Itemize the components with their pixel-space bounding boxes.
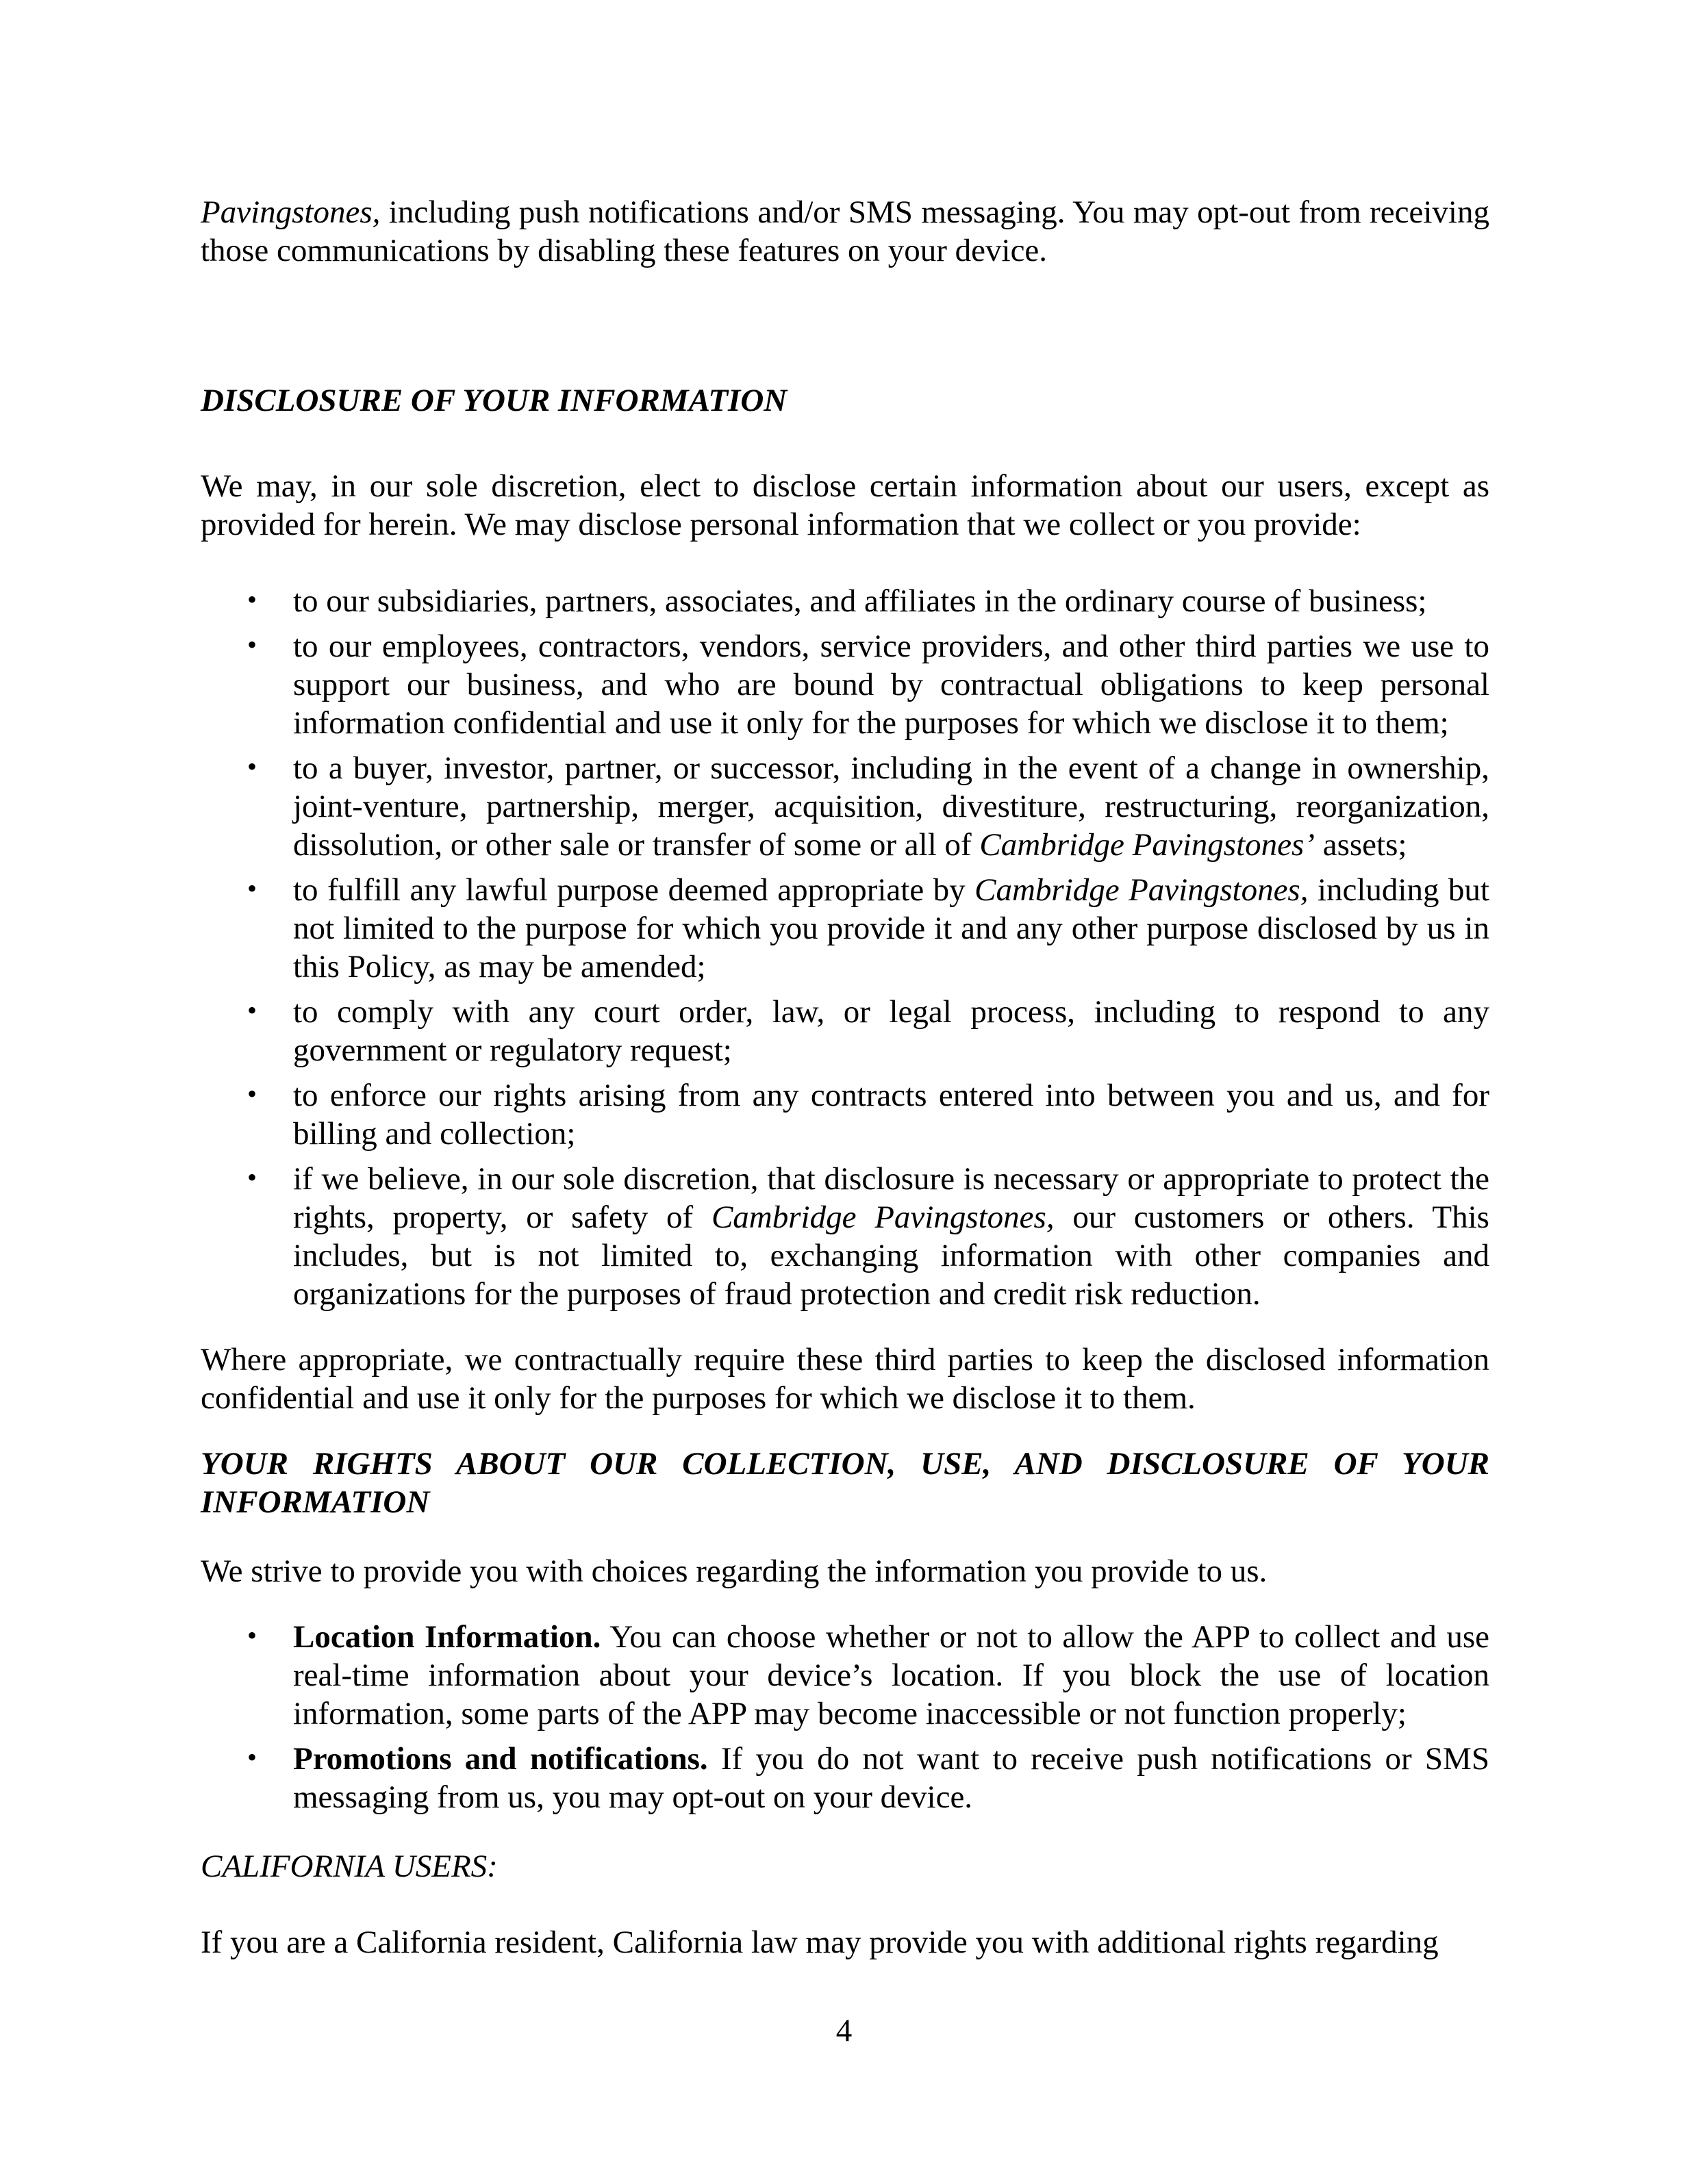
list-item	[247, 1160, 1489, 1313]
text-run-italic: Cambridge Pavingstones,	[711, 1199, 1055, 1235]
paragraph-disclosure-intro: We may, in our sole discretion, elect to disclose certain information about our users, except as provided for herein. We may disclose personal information that we collect or you provide:	[201, 468, 1489, 542]
text-run: including but not limited to the purpose for which you provide it and any other purpose disclosed by us in this Policy, as may be amended;	[293, 872, 1489, 985]
bullet-icon: •	[247, 873, 257, 904]
text-run: including push notifications and/or SMS messaging. You may opt-out from receiving those communications by disabling these features on your device.	[201, 194, 1489, 268]
document-body	[201, 193, 1489, 1961]
bullet-icon: •	[247, 1742, 257, 1773]
section-heading-california-users: CALIFORNIA USERS:	[201, 1849, 498, 1884]
paragraph-opt-out	[201, 193, 1489, 270]
text-run: If you do not want to receive push notifications or SMS messaging from us, you may opt-out on your device.	[293, 1741, 1489, 1815]
list-item	[247, 1618, 1489, 1733]
text-run: assets;	[1314, 827, 1407, 863]
heading-line: YOUR RIGHTS ABOUT OUR COLLECTION, USE, AND DISCLOSURE OF YOUR	[201, 1446, 1489, 1482]
text-run-bold: Promotions and notifications.	[293, 1741, 708, 1777]
text-run-bold: Location Information.	[293, 1619, 601, 1655]
bullet-icon: •	[247, 629, 257, 660]
text-run: to fulfill any lawful purpose deemed appropriate by	[293, 872, 975, 908]
text-run-italic: Cambridge Pavingstones’	[979, 827, 1315, 863]
bullet-icon: •	[247, 1162, 257, 1193]
text-run: our customers or others. This includes, but is not limited to, exchanging information with other companies and organizations for the purposes of fraud protection and credit risk reduction.	[293, 1199, 1489, 1312]
rights-bullet-list	[201, 1618, 1489, 1816]
text-run: to our subsidiaries, partners, associates, and affiliates in the ordinary course of business;	[293, 583, 1427, 619]
heading-line: INFORMATION	[201, 1484, 430, 1520]
list-item	[247, 749, 1489, 864]
bullet-icon: •	[247, 1078, 257, 1109]
text-run: to a buyer, investor, partner, or successor, including in the event of a change in ownership, joint-venture, partnership, merger, acquisition, divestiture, restructuring, reorganization, dissolution, or other sale or transfer of some or all of	[293, 750, 1489, 863]
text-run: You can choose whether or not to allow the APP to collect and use real-time information about your device’s location. If you block the use of location information, some parts of the APP may become inaccessible or not function properly;	[293, 1619, 1489, 1731]
text-run: to comply with any court order, law, or legal process, including to respond to any government or regulatory request;	[293, 994, 1489, 1068]
list-item	[247, 627, 1489, 742]
bullet-icon: •	[247, 751, 257, 782]
list-item	[247, 1076, 1489, 1153]
disclosure-bullet-list	[201, 582, 1489, 1313]
list-item	[247, 1740, 1489, 1816]
bullet-icon: •	[247, 995, 257, 1026]
text-run: to enforce our rights arising from any contracts entered into between you and us, and for billing and collection;	[293, 1078, 1489, 1152]
text-run-italic: Pavingstones,	[201, 194, 381, 230]
paragraph-california: If you are a California resident, California law may provide you with additional rights regarding	[201, 1925, 1439, 1960]
text-run: to our employees, contractors, vendors, service providers, and other third parties we use to support our business, and who are bound by contractual obligations to keep personal information confidential and use it only for the purposes for which we disclose it to them;	[293, 628, 1489, 741]
paragraph-strive: We strive to provide you with choices regarding the information you provide to us.	[201, 1553, 1268, 1589]
section-heading-disclosure: DISCLOSURE OF YOUR INFORMATION	[201, 383, 788, 418]
text-run: if we believe, in our sole discretion, that disclosure is necessary or appropriate to protect the rights, property, or safety of	[293, 1161, 1489, 1235]
page-number: 4	[835, 2013, 853, 2048]
text-run-italic: Cambridge Pavingstones,	[974, 872, 1309, 908]
list-item	[247, 993, 1489, 1069]
list-item	[247, 871, 1489, 986]
paragraph-where-appropriate: Where appropriate, we contractually require these third parties to keep the disclosed information confidential and use it only for the purposes for which we disclose it to them.	[201, 1342, 1489, 1416]
bullet-icon: •	[247, 1620, 257, 1651]
bullet-icon: •	[247, 584, 257, 615]
list-item	[247, 582, 1489, 620]
section-heading-your-rights	[201, 1445, 1489, 1521]
